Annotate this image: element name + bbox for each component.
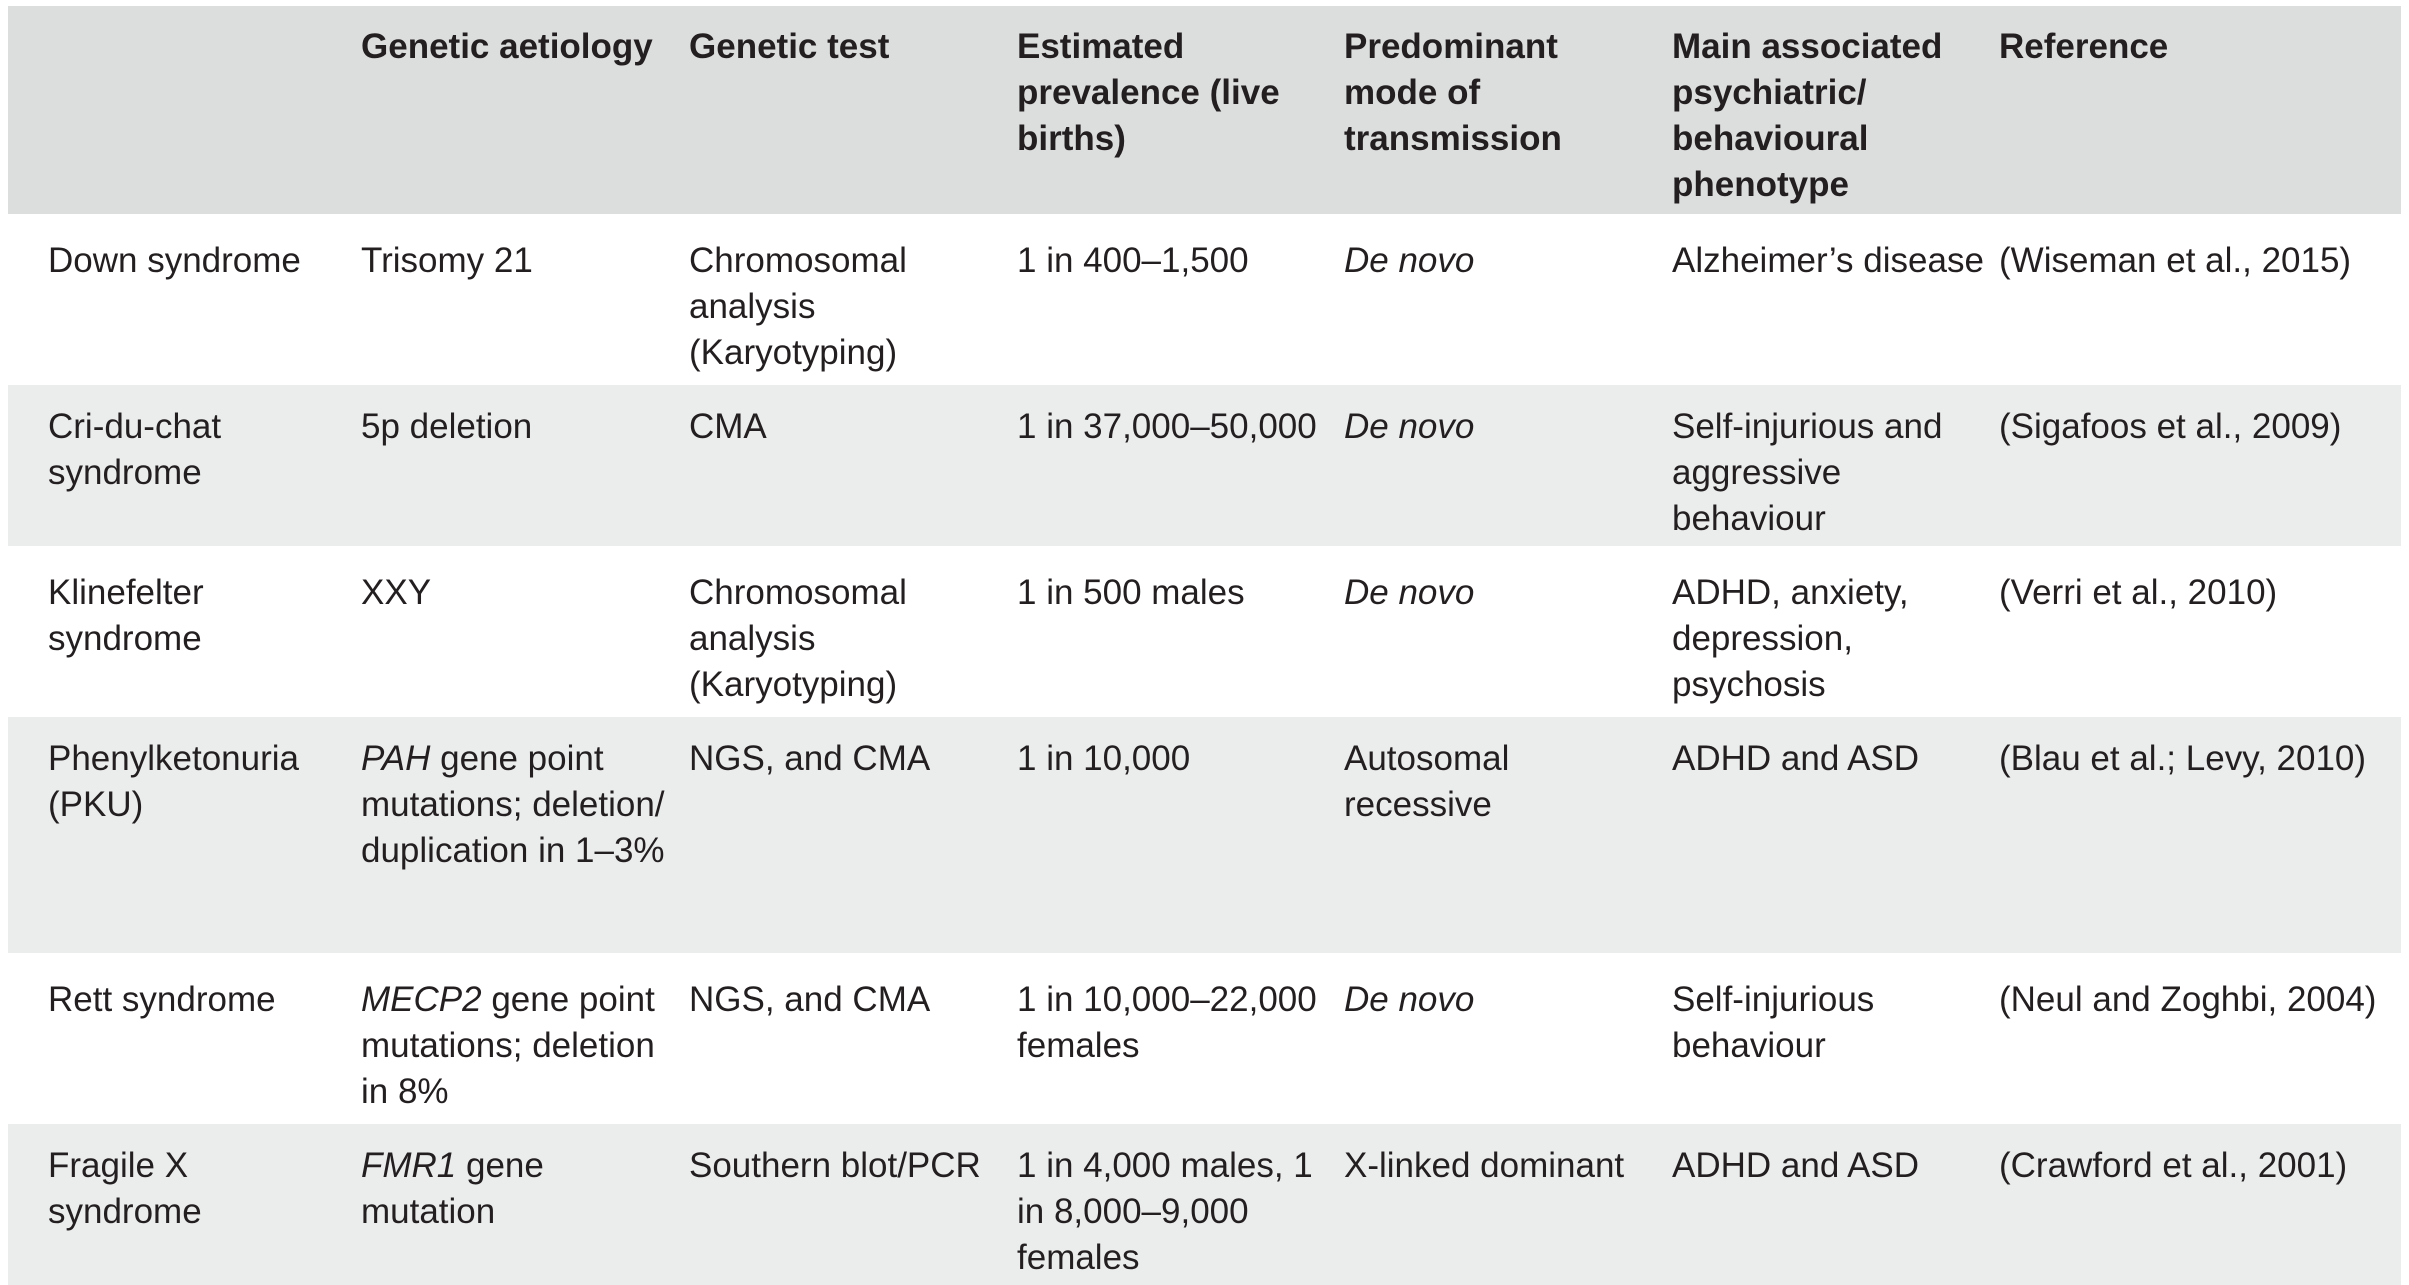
prevalence-cell: 1 in 400–1,500: [1017, 240, 1249, 280]
header-mode-of-transmission: Predominant mode of transmission: [1344, 27, 1562, 158]
test-cell: Chromosomal analysis (Karyotyping): [689, 240, 907, 372]
prevalence-cell: 1 in 4,000 males, 1 in 8,000–9,000 females: [1017, 1145, 1313, 1277]
test-cell: NGS, and CMA: [689, 979, 931, 1019]
transmission-cell: De novo: [1344, 240, 1475, 280]
test-cell: NGS, and CMA: [689, 738, 931, 778]
syndrome-cell: Klinefelter syndrome: [48, 572, 204, 658]
header-reference: Reference: [1999, 27, 2169, 66]
aetiology-gene: FMR1: [361, 1145, 457, 1185]
test-cell: CMA: [689, 406, 767, 446]
aetiology-text: gene point mutations; deletion/ duplication in 1–3%: [361, 738, 665, 870]
header-syndrome: [8, 6, 361, 216]
aetiology-gene: PAH: [361, 738, 431, 778]
prevalence-cell: 1 in 37,000–50,000: [1017, 406, 1317, 446]
prevalence-cell: 1 in 500 males: [1017, 572, 1245, 612]
reference-cell: (Crawford et al., 2001): [1999, 1145, 2348, 1185]
transmission-cell: De novo: [1344, 572, 1475, 612]
header-genetic-test: Genetic test: [689, 27, 890, 66]
aetiology-cell: [361, 216, 689, 382]
table-row: [8, 216, 2401, 382]
phenotype-cell: Self-injurious behaviour: [1672, 979, 1875, 1065]
syndrome-cell: Down syndrome: [48, 240, 301, 280]
aetiology-cell: [361, 955, 689, 1121]
table-header-row: [8, 6, 2401, 216]
header-genetic-aetiology: Genetic aetiology: [361, 27, 653, 66]
reference-cell: (Blau et al.; Levy, 2010): [1999, 738, 2367, 778]
reference-cell: (Sigafoos et al., 2009): [1999, 406, 2342, 446]
syndrome-cell: Fragile X syndrome: [48, 1145, 202, 1231]
phenotype-cell: Alzheimer’s disease: [1672, 240, 1984, 280]
prevalence-cell: 1 in 10,000: [1017, 738, 1191, 778]
prevalence-cell: 1 in 10,000–22,000 females: [1017, 979, 1317, 1065]
aetiology-cell: [361, 382, 689, 548]
aetiology-cell: [361, 548, 689, 714]
aetiology-cell: [361, 714, 689, 955]
phenotype-cell: Self-injurious and aggressive behaviour: [1672, 406, 1943, 538]
table-row: [8, 714, 2401, 955]
header-phenotype: Main associated psychiatric/ behavioural phenotype: [1672, 27, 1943, 204]
transmission-cell: De novo: [1344, 406, 1475, 446]
aetiology-text: 5p deletion: [361, 406, 533, 446]
test-cell: Southern blot/PCR: [689, 1145, 981, 1185]
transmission-cell: Autosomal recessive: [1344, 738, 1510, 824]
header-estimated-prevalence: Estimated prevalence (live births): [1017, 27, 1280, 158]
phenotype-cell: ADHD and ASD: [1672, 1145, 1920, 1185]
table-row: [8, 955, 2401, 1121]
test-cell: Chromosomal analysis (Karyotyping): [689, 572, 907, 704]
transmission-cell: De novo: [1344, 979, 1475, 1019]
syndrome-cell: Rett syndrome: [48, 979, 276, 1019]
aetiology-text: gene mutation: [361, 1145, 544, 1231]
syndrome-cell: Cri-du-chat syndrome: [48, 406, 222, 492]
reference-cell: (Verri et al., 2010): [1999, 572, 2278, 612]
reference-cell: (Wiseman et al., 2015): [1999, 240, 2352, 280]
table-row: [8, 382, 2401, 548]
syndrome-cell: Phenylketonuria (PKU): [48, 738, 299, 824]
table-row: [8, 1121, 2401, 1285]
phenotype-cell: ADHD, anxiety, depression, psychosis: [1672, 572, 1909, 704]
aetiology-cell: [361, 1121, 689, 1285]
table-row: [8, 548, 2401, 714]
phenotype-cell: ADHD and ASD: [1672, 738, 1920, 778]
genetic-syndromes-table: [8, 6, 2401, 1285]
aetiology-gene: MECP2: [361, 979, 482, 1019]
reference-cell: (Neul and Zoghbi, 2004): [1999, 979, 2377, 1019]
aetiology-text: XXY: [361, 572, 432, 612]
aetiology-text: Trisomy 21: [361, 240, 533, 280]
aetiology-text: gene point mutations; deletion in 8%: [361, 979, 655, 1111]
transmission-cell: X-linked dominant: [1344, 1145, 1625, 1185]
